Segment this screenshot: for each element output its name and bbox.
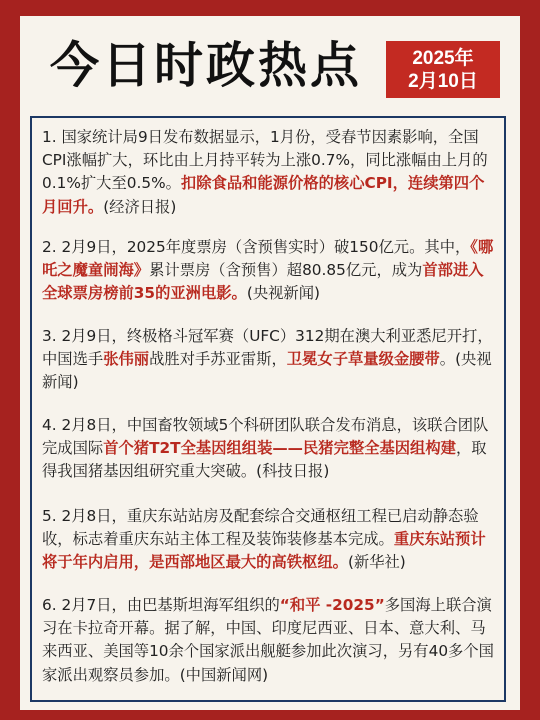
- news-source: (新华社): [347, 553, 406, 572]
- news-item-6: [42, 594, 496, 687]
- news-item-2: [42, 236, 496, 306]
- news-item-3: [42, 325, 496, 395]
- news-highlight: 张伟丽: [103, 350, 150, 369]
- date-day: 2月10日: [408, 70, 478, 92]
- news-text: 2. 2月9日，2025年度票房（含预售实时）破150亿元。其中，: [42, 238, 471, 256]
- news-item-5: [42, 505, 496, 575]
- date-badge: [386, 41, 500, 98]
- news-text: 3. 2月9日，终极格斗冠军赛（UFC）312期在澳大利亚悉尼开打，中国选手: [42, 327, 493, 369]
- news-frame: [30, 116, 506, 702]
- news-highlight: 《哪吒之魔童闹海》: [42, 238, 494, 280]
- date-year: 2025年: [412, 47, 474, 69]
- news-text: ，取得我国猪基因组研究重大突破。: [42, 439, 487, 481]
- news-highlight: 卫冕女子草量级金腰带: [286, 350, 440, 369]
- news-highlight: 首部进入全球票房榜前35的亚洲电影。: [42, 261, 484, 303]
- news-source: (央视新闻): [246, 284, 320, 303]
- news-text: 1. 国家统计局9日发布数据显示，1月份，受春节因素影响，全国CPI涨幅扩大，环比由上月持平转为上涨0.7%，同比涨幅由上月的0.1%扩大至0.5%。: [42, 128, 488, 193]
- news-item-1: [42, 126, 496, 219]
- news-highlight: 扣除食品和能源价格的核心CPI，连续第四个月回升。: [42, 174, 485, 216]
- news-source: (科技日报): [256, 462, 330, 481]
- header-panel: [20, 16, 520, 112]
- news-highlight: 首个猪T2T全基因组组装——民猪完整全基因组构建: [103, 439, 456, 458]
- news-item-4: [42, 414, 496, 484]
- news-text: 多国海上联合演习在卡拉奇开幕。据了解，中国、印度尼西亚、日本、意大利、马来西亚、美国等10余个国家派出舰艇参加此次演习，另有40多个国家派出观察员参加。: [42, 596, 494, 684]
- news-text: 6. 2月7日，由巴基斯坦海军组织的: [42, 596, 280, 614]
- news-source: 。(央视新闻): [42, 350, 492, 392]
- content-panel: [20, 112, 520, 710]
- news-highlight: “和平 -2025”: [279, 596, 385, 614]
- news-text: 累计票房（含预售）超80.85亿元，成为: [149, 261, 423, 280]
- news-text: 5. 2月8日，重庆东站站房及配套综合交通枢纽工程已启动静态验收，标志着重庆东站主体工程及装饰装修基本完成。: [42, 507, 479, 549]
- news-source: (中国新闻网): [179, 665, 269, 684]
- news-highlight: 重庆东站预计将于年内启用，是西部地区最大的高铁枢纽。: [42, 530, 486, 572]
- news-text: 战胜对手苏亚雷斯，: [149, 350, 287, 369]
- page-title: 今日时政热点: [50, 37, 363, 94]
- news-text: 4. 2月8日，中国畜牧领域5个科研团队联合发布消息，该联合团队完成国际: [42, 416, 489, 458]
- news-source: (经济日报): [103, 197, 177, 216]
